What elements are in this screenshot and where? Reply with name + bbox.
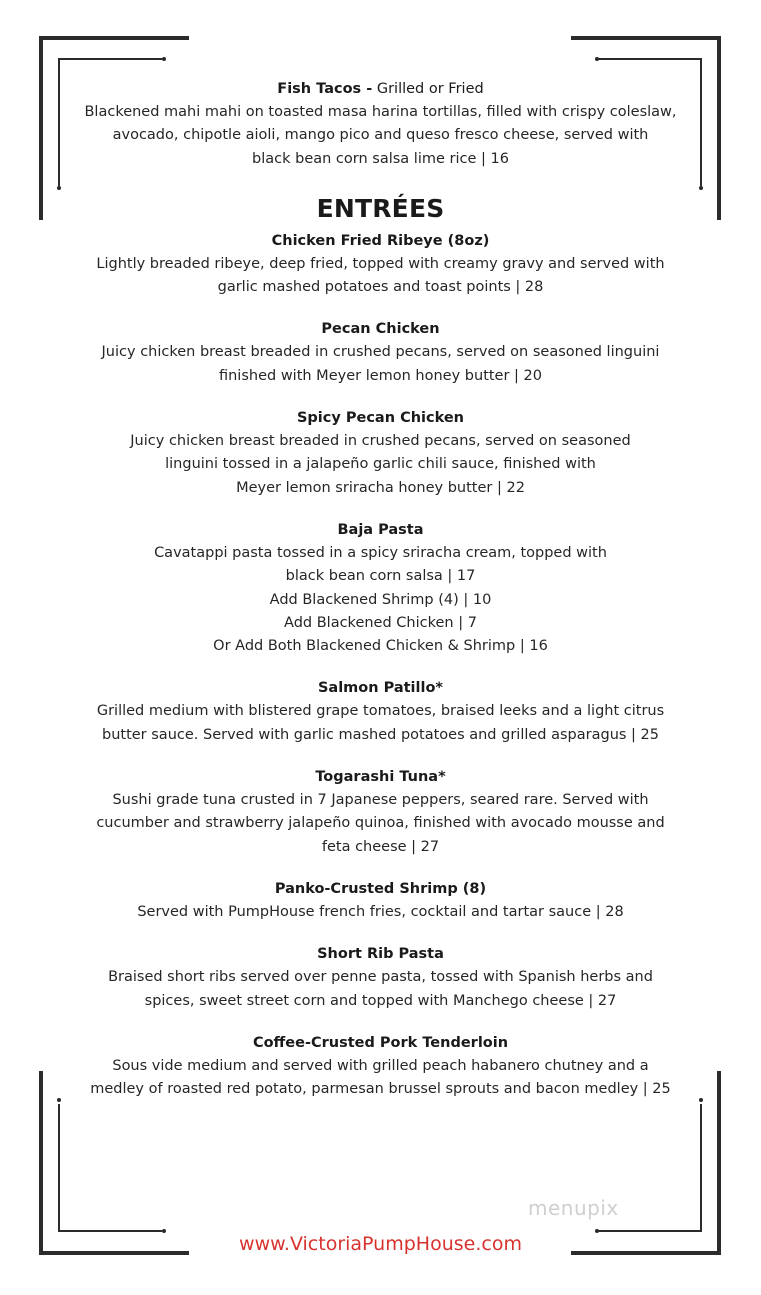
- description-line: Served with PumpHouse french fries, cocktail and tartar sauce | 28: [137, 903, 624, 920]
- description-line: medley of roasted red potato, parmesan brussel sprouts and bacon medley | 25: [90, 1081, 671, 1098]
- item-name: Panko-Crusted Shrimp (8): [274, 880, 487, 897]
- description-line: Lightly breaded ribeye, deep fried, topped with creamy gravy and served with: [96, 255, 665, 272]
- description-line: Add Blackened Chicken | 7: [284, 614, 477, 631]
- menu-item: [60, 407, 701, 500]
- website-link[interactable]: www.VictoriaPumpHouse.com: [239, 1233, 522, 1255]
- menu-item: [60, 878, 701, 924]
- item-name: Spicy Pecan Chicken: [296, 410, 465, 427]
- description-line: Cavatappi pasta tossed in a spicy sriracha cream, topped with: [154, 544, 607, 561]
- description-line: butter sauce. Served with garlic mashed potatoes and grilled asparagus | 25: [102, 726, 659, 743]
- menu-item-fish-tacos: [60, 78, 701, 171]
- menu-item: [60, 766, 701, 859]
- menu-content: [60, 78, 701, 1101]
- description-line: Braised short ribs served over penne pasta, tossed with Spanish herbs and: [108, 969, 653, 986]
- description-line: Sushi grade tuna crusted in 7 Japanese peppers, seared rare. Served with: [112, 792, 649, 809]
- menu-item: [60, 943, 701, 1013]
- item-description: [60, 430, 701, 500]
- item-name: Baja Pasta: [337, 521, 424, 538]
- description-line: finished with Meyer lemon honey butter | 20: [218, 367, 542, 384]
- item-description: [60, 1055, 701, 1102]
- description-line: Juicy chicken breast breaded in crushed pecans, served on seasoned: [130, 433, 631, 450]
- description-line: Meyer lemon sriracha honey butter | 22: [236, 479, 525, 496]
- menu-item: [60, 677, 701, 747]
- entree-list: [60, 230, 701, 1102]
- description-line: Or Add Both Blackened Chicken & Shrimp | 16: [213, 638, 548, 655]
- menu-item: [60, 519, 701, 658]
- description-line: feta cheese | 27: [321, 838, 440, 855]
- item-description: [60, 341, 701, 388]
- menu-item: [60, 318, 701, 388]
- item-description: [60, 700, 701, 747]
- item-name: Togarashi Tuna*: [315, 769, 446, 786]
- description-line: garlic mashed potatoes and toast points | 28: [217, 279, 544, 296]
- item-name: Short Rib Pasta: [317, 946, 444, 963]
- item-description: [60, 966, 701, 1013]
- item-style: Grilled or Fried: [372, 81, 484, 97]
- item-description: Blackened mahi mahi on toasted masa harina tortillas, filled with crispy coleslaw, avocado, chipotle aioli, mango pico and queso fresco cheese, served with black bean corn salsa lime rice | 16: [84, 104, 677, 167]
- description-line: cucumber and strawberry jalapeño quinoa, finished with avocado mousse and: [96, 815, 665, 832]
- menu-item: [60, 230, 701, 300]
- item-name: Fish Tacos -: [277, 81, 373, 97]
- section-title-entrees: ENTRÉES: [316, 193, 445, 223]
- item-description: [60, 253, 701, 300]
- item-name: Salmon Patillo*: [317, 680, 444, 697]
- item-name: Chicken Fried Ribeye (8oz): [271, 232, 490, 249]
- description-line: Add Blackened Shrimp (4) | 10: [269, 591, 492, 608]
- item-name: Pecan Chicken: [321, 321, 440, 338]
- description-line: Sous vide medium and served with grilled peach habanero chutney and a: [112, 1057, 649, 1074]
- description-line: black bean corn salsa | 17: [285, 568, 476, 585]
- item-description: [60, 789, 701, 859]
- item-description: [60, 901, 701, 924]
- watermark: menupix: [528, 1196, 619, 1220]
- description-line: Juicy chicken breast breaded in crushed pecans, served on seasoned linguini: [101, 344, 660, 361]
- description-line: Grilled medium with blistered grape tomatoes, braised leeks and a light citrus: [96, 703, 665, 720]
- menu-item: [60, 1032, 701, 1102]
- item-name: Coffee-Crusted Pork Tenderloin: [252, 1034, 509, 1051]
- item-description: [60, 542, 701, 658]
- description-line: spices, sweet street corn and topped with Manchego cheese | 27: [144, 992, 617, 1009]
- description-line: linguini tossed in a jalapeño garlic chili sauce, finished with: [165, 456, 596, 473]
